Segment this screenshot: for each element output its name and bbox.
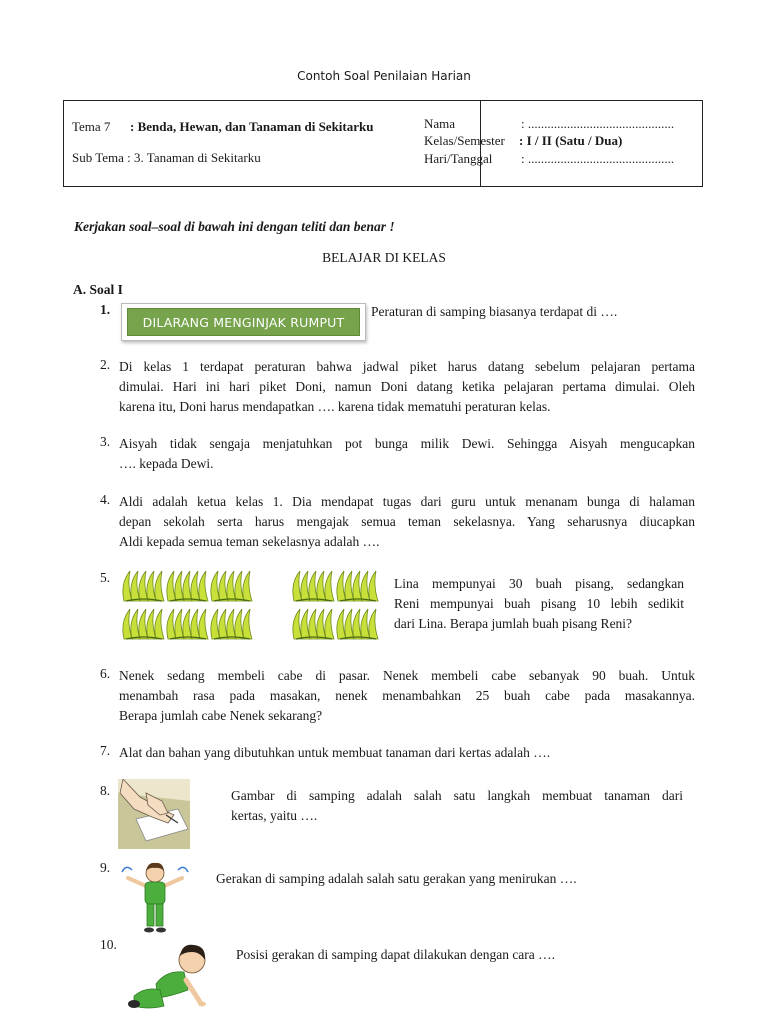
paper-folding-illustration xyxy=(118,779,190,849)
banana-bunch-icon xyxy=(208,605,254,643)
kelas-label: Kelas/Semester xyxy=(424,133,505,148)
hari-value: : ............................................. xyxy=(521,151,675,166)
question-number: 10. xyxy=(100,937,117,952)
question-text xyxy=(394,574,684,634)
question-line: Posisi gerakan di samping dapat dilakukan dengan cara …. xyxy=(236,947,556,962)
question-line: Aisyah tidak sengaja menjatuhkan pot bunga milik Dewi. Sehingga Aisyah mengucapkan xyxy=(119,436,695,451)
instruction-text: Kerjakan soal–soal di bawah ini dengan teliti dan benar ! xyxy=(74,219,395,234)
question-line: dimulai. Hari ini hari piket Doni, namun Doni datang ketika pelajaran pertama dimulai. Oleh xyxy=(119,379,695,394)
question-text xyxy=(119,357,695,417)
question-text xyxy=(119,743,550,763)
question-number: 3. xyxy=(100,434,111,449)
question-line: Berapa jumlah cabe Nenek sekarang? xyxy=(119,708,323,723)
tema-label: Tema 7 xyxy=(72,119,111,134)
question-line: Lina mempunyai 30 buah pisang, sedangkan xyxy=(394,576,684,591)
question-line: Nenek sedang membeli cabe di pasar. Nenek membeli cabe sebanyak 90 buah. Untuk xyxy=(119,668,695,683)
question-line: Di kelas 1 terdapat peraturan bahwa jadwal piket harus datang sebelum pelajaran pertama xyxy=(119,359,695,374)
header-table xyxy=(63,100,703,187)
question-number: 1. xyxy=(100,302,111,317)
question-number: 5. xyxy=(100,570,111,585)
boy-arms-stretched-illustration xyxy=(118,860,192,938)
question-line: kertas, yaitu …. xyxy=(231,808,318,823)
question-text xyxy=(119,434,695,474)
banana-bunch-icon xyxy=(164,605,210,643)
document-title: Contoh Soal Penilaian Harian xyxy=(297,69,471,83)
question-line: karena itu, Doni harus mendapatkan …. karena tidak mematuhi peraturan kelas. xyxy=(119,399,551,414)
section-title: BELAJAR DI KELAS xyxy=(322,250,446,265)
banana-bunch-icon xyxy=(290,605,336,643)
nama-value: : ............................................. xyxy=(521,116,675,131)
banana-bunch-icon xyxy=(120,567,166,605)
banana-bunch-icon xyxy=(164,567,210,605)
banana-bunch-icon xyxy=(334,567,380,605)
question-text xyxy=(119,666,695,726)
question-line: Reni mempunyai buah pisang 10 lebih sedikit xyxy=(394,596,684,611)
question-text xyxy=(371,302,617,322)
question-text xyxy=(119,492,695,552)
question-text xyxy=(231,786,683,826)
question-text xyxy=(216,869,577,889)
subtema-label: Sub Tema : 3. Tanaman di Sekitarku xyxy=(72,150,261,165)
banana-bunch-icon xyxy=(334,605,380,643)
question-line: Aldi adalah ketua kelas 1. Dia mendapat tugas dari guru untuk menanam bunga di halaman xyxy=(119,494,695,509)
banana-bunch-icon xyxy=(120,605,166,643)
question-line: Gambar di samping adalah salah satu langkah membuat tanaman dari xyxy=(231,788,683,803)
hari-label: Hari/Tanggal xyxy=(424,151,493,166)
question-line: Alat dan bahan yang dibutuhkan untuk membuat tanaman dari kertas adalah …. xyxy=(119,745,551,760)
question-number: 6. xyxy=(100,666,111,681)
banana-bunch-icon xyxy=(208,567,254,605)
question-line: Aldi kepada semua teman sekelasnya adalah …. xyxy=(119,534,380,549)
question-number: 9. xyxy=(100,860,111,875)
banana-bunch-icon xyxy=(290,567,336,605)
question-number: 2. xyxy=(100,357,111,372)
nama-label: Nama xyxy=(424,116,456,131)
question-number: 8. xyxy=(100,783,111,798)
question-line: Gerakan di samping adalah salah satu gerakan yang menirukan …. xyxy=(216,871,577,886)
question-line: dari Lina. Berapa jumlah buah pisang Reni? xyxy=(394,616,633,631)
question-number: 4. xyxy=(100,492,111,507)
section-a-heading: A. Soal I xyxy=(73,282,123,297)
sign-label: DILARANG MENGINJAK RUMPUT xyxy=(127,308,360,336)
sign-image xyxy=(121,303,366,341)
boy-stretching-floor-illustration xyxy=(126,940,222,1016)
question-line: menambah rasa pada masakan, nenek menambahkan 25 buah cabe pada masakannya. xyxy=(119,688,695,703)
question-text xyxy=(236,945,555,965)
kelas-value: : I / II (Satu / Dua) xyxy=(519,133,623,148)
question-line: depan sekolah serta harus mengajak semua teman sekelasnya. Yang seharusnya diucapkan xyxy=(119,514,695,529)
question-number: 7. xyxy=(100,743,111,758)
question-line: …. kepada Dewi. xyxy=(119,456,214,471)
tema-value: : Benda, Hewan, dan Tanaman di Sekitarku xyxy=(130,119,374,134)
question-line: Peraturan di samping biasanya terdapat di …. xyxy=(371,304,618,319)
